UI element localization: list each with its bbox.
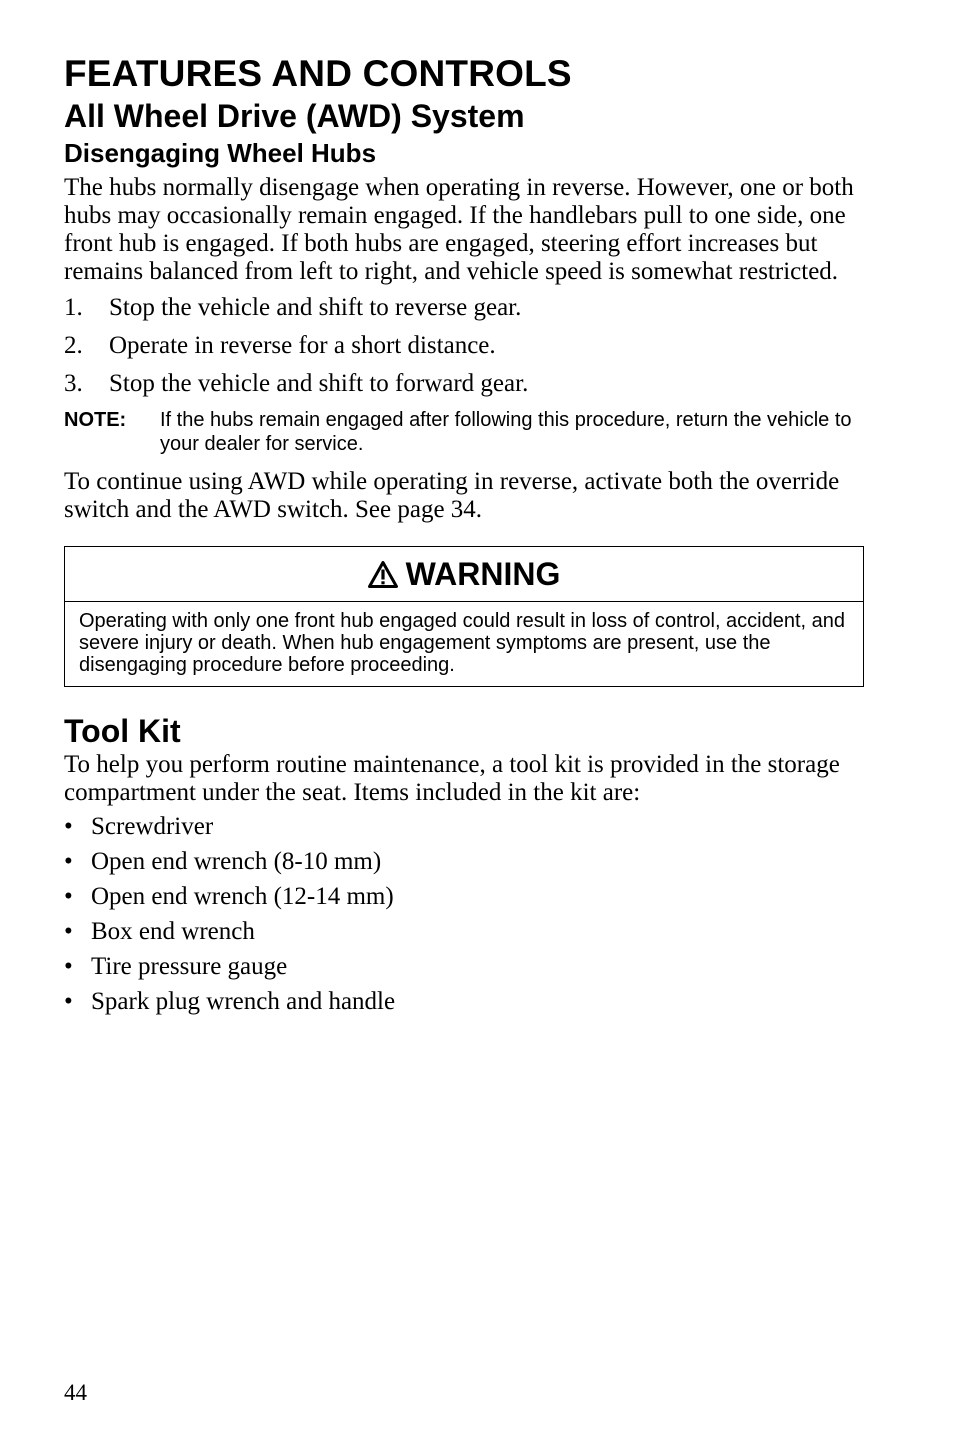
- list-item: [64, 294, 864, 322]
- tool-item: Tire pressure gauge: [91, 953, 288, 980]
- bullet: •: [64, 848, 73, 875]
- list-item: [64, 848, 864, 876]
- tool-item: Open end wrench (8-10 mm): [91, 848, 382, 875]
- list-item: [64, 813, 864, 841]
- tool-item: Box end wrench: [91, 918, 255, 945]
- steps-list: [64, 294, 864, 398]
- page-number: 44: [64, 1380, 87, 1405]
- warning-title: WARNING: [405, 555, 561, 592]
- tool-item: Open end wrench (12-14 mm): [91, 883, 394, 910]
- bullet: •: [64, 813, 73, 840]
- tool-item: Screwdriver: [91, 813, 214, 840]
- list-item: [64, 332, 864, 360]
- intro-paragraph: The hubs normally disengage when operating in reverse. However, one or both hubs may occasionally remain engaged. If the handlebars pull to one side, one front hub is engaged. If both hubs are engaged, steering effort increases but remains balanced from left to right, and vehicle speed is somewhat restricted.: [64, 174, 854, 285]
- subsection-title: All Wheel Drive (AWD) System: [64, 98, 525, 134]
- step-text: Stop the vehicle and shift to forward gear.: [109, 370, 529, 397]
- bullet: •: [64, 918, 73, 945]
- warning-header: [65, 547, 863, 602]
- step-text: Stop the vehicle and shift to reverse gear.: [109, 294, 522, 321]
- tool-item: Spark plug wrench and handle: [91, 988, 396, 1015]
- step-number: 2.: [64, 332, 83, 359]
- tool-kit-intro: To help you perform routine maintenance, a tool kit is provided in the storage compartment under the seat. Items included in the kit are:: [64, 751, 840, 806]
- warning-box: [64, 546, 864, 687]
- list-item: [64, 370, 864, 398]
- section-title: FEATURES AND CONTROLS: [64, 53, 572, 94]
- note-text: If the hubs remain engaged after following this procedure, return the vehicle to your dealer for service.: [160, 409, 852, 455]
- step-text: Operate in reverse for a short distance.: [109, 332, 496, 359]
- note-label: NOTE:: [64, 409, 127, 431]
- awd-paragraph: To continue using AWD while operating in reverse, activate both the override switch and the AWD switch. See page 34.: [64, 468, 840, 523]
- list-item: [64, 883, 864, 911]
- step-number: 3.: [64, 370, 83, 397]
- bullet: •: [64, 953, 73, 980]
- step-number: 1.: [64, 294, 83, 321]
- note: [64, 408, 864, 456]
- list-item: [64, 988, 864, 1016]
- manual-page: [64, 52, 864, 1023]
- tool-kit-items: [64, 813, 864, 1016]
- topic-title: Disengaging Wheel Hubs: [64, 138, 377, 168]
- tool-kit-title: Tool Kit: [64, 713, 181, 749]
- bullet: •: [64, 883, 73, 910]
- bullet: •: [64, 988, 73, 1015]
- list-item: [64, 918, 864, 946]
- warning-text: Operating with only one front hub engaged could result in loss of control, accident, and severe injury or death. When hub engagement symptoms are present, use the disengaging procedure before proceeding.: [79, 610, 846, 676]
- list-item: [64, 953, 864, 981]
- warning-triangle-icon: [368, 561, 398, 588]
